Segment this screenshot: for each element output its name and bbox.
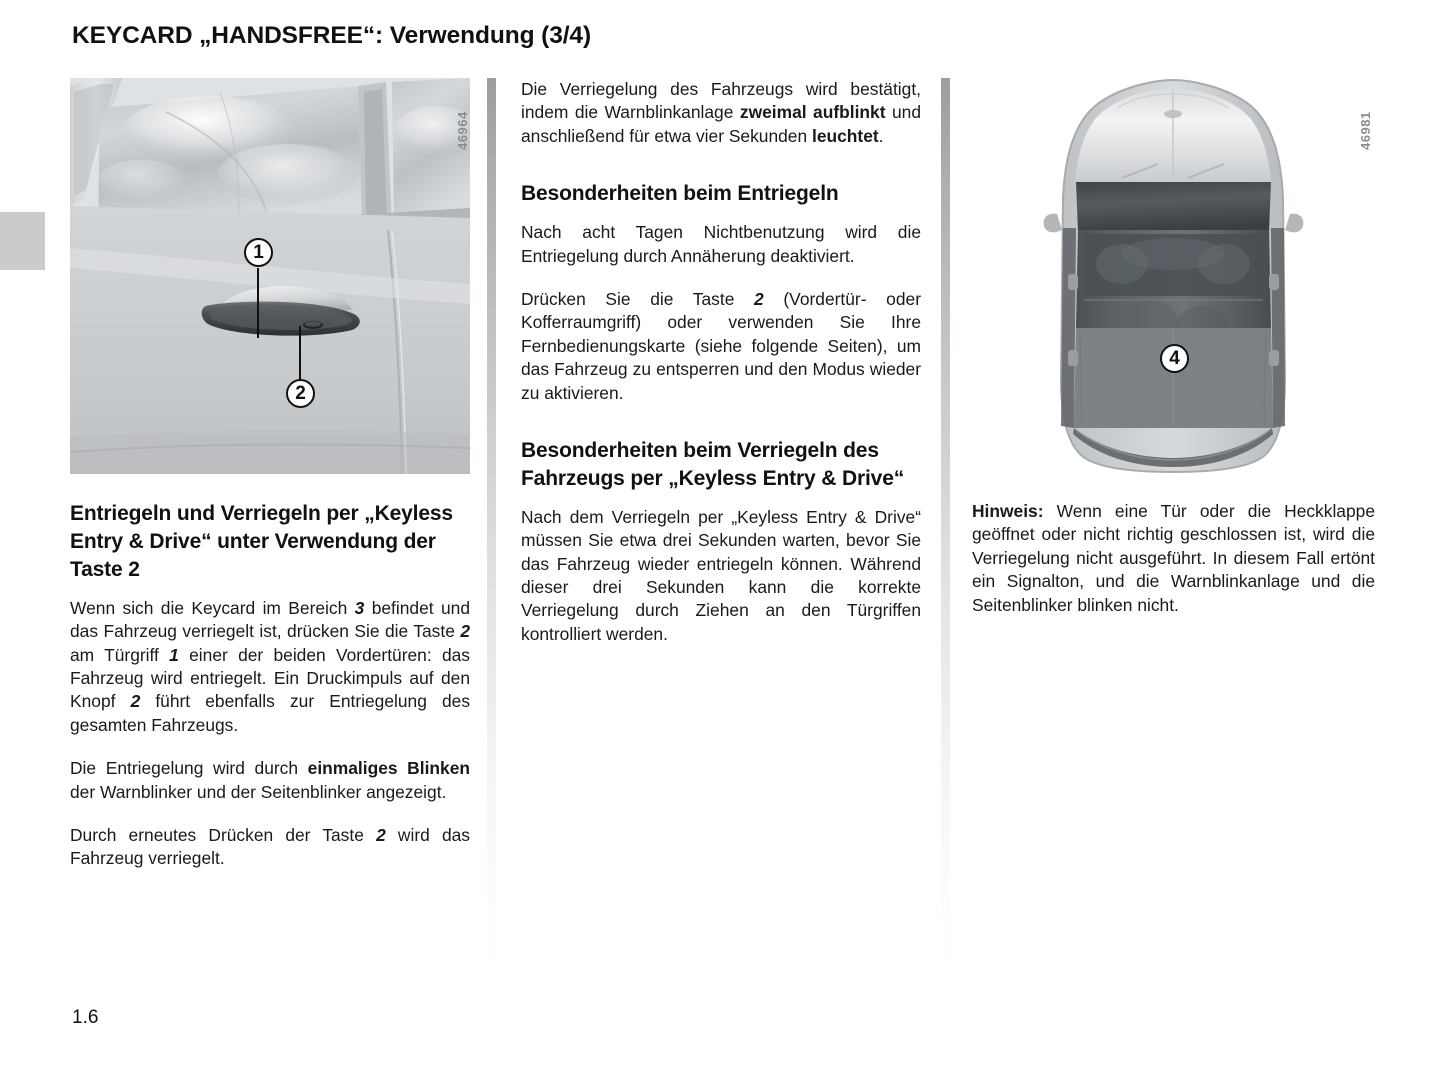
paragraph: Nach acht Tagen Nichtbenutzung wird die Entriegelung durch Annäherung deaktiviert. bbox=[521, 222, 921, 266]
chapter-tab-marker bbox=[0, 212, 45, 270]
callout-1 bbox=[244, 238, 273, 267]
heading-left-column: Entriegeln und Verriegeln per „Keyless Entry & Drive“ unter Verwendung der Taste 2 bbox=[70, 502, 453, 581]
page-number: 1.6 bbox=[72, 1007, 99, 1028]
figure-car-topview bbox=[972, 78, 1375, 474]
callout-2-label: 2 bbox=[295, 383, 306, 404]
column-divider-right bbox=[941, 78, 950, 978]
column-middle bbox=[521, 78, 921, 646]
paragraph: Wenn sich die Keycard im Bereich 3 befindet und das Fahrzeug verriegelt ist, drücken Sie die Taste 2 am Türgriff 1 einer der beiden Vordertüren: das Fahrzeug wird entriegelt. Ein Druckimpuls auf den Knopf 2 führt ebenfalls zur Entriegelung des gesamten Fahrzeugs. bbox=[70, 597, 471, 735]
left-column-body bbox=[70, 597, 470, 871]
figure-reference-door: 46964 bbox=[455, 111, 470, 150]
column-divider-left bbox=[487, 78, 496, 978]
column-left bbox=[70, 78, 470, 871]
leader-line-1 bbox=[257, 268, 259, 338]
paragraph: Durch erneutes Drücken der Taste 2 wird das Fahrzeug verriegelt. bbox=[70, 825, 470, 869]
heading-besonderheiten-verriegeln: Besonderheiten beim Verriegeln des Fahrzeugs per „Keyless Entry & Drive“ bbox=[521, 438, 905, 490]
paragraph: Nach dem Verriegeln per „Keyless Entry & Drive“ müssen Sie etwa drei Sekunden warten, bevor Sie das Fahrzeug wieder entriegeln können. Während dieser drei Sekunden kann die korrekte Verriegelung durch Ziehen an den Türgriffen kontrolliert werden. bbox=[521, 506, 921, 644]
paragraph-hinweis: Hinweis: Wenn eine Tür oder die Heckklappe geöffnet oder nicht richtig geschlossen ist, wird die Verriegelung nicht ausgeführt. In diesem Fall ertönt ein Signalton, und die Warnblinkanlage und die Seitenblinker blinken nicht. bbox=[972, 501, 1375, 615]
page-title: KEYCARD „HANDSFREE“: Verwendung (3/4) bbox=[72, 22, 592, 49]
paragraph: Drücken Sie die Taste 2 (Vordertür- oder Kofferraumgriff) oder verwenden Sie Ihre Fernbedienungskarte (siehe folgende Seiten), um das Fahrzeug zu entsperren und den Modus wieder zu aktivieren. bbox=[521, 288, 921, 403]
paragraph: Die Entriegelung wird durch einmaliges Blinken der Warnblinker und der Seitenblinker angezeigt. bbox=[70, 758, 470, 802]
column-right bbox=[972, 78, 1375, 617]
figure-door-handle-photo bbox=[70, 78, 470, 474]
paragraph-intro: Die Verriegelung des Fahrzeugs wird bestätigt, indem die Warnblinkanlage zweimal aufblinkt und anschließend für etwa vier Sekunden leuchtet. bbox=[521, 79, 921, 146]
figure-reference-car: 46981 bbox=[1358, 111, 1373, 150]
callout-2 bbox=[286, 379, 315, 408]
callout-1-label: 1 bbox=[253, 242, 264, 263]
callout-4-label: 4 bbox=[1169, 348, 1180, 369]
door-handle-illustration bbox=[70, 78, 470, 474]
callout-4 bbox=[1160, 344, 1189, 373]
heading-besonderheiten-entriegeln: Besonderheiten beim Entriegeln bbox=[521, 182, 839, 206]
car-topview-illustration bbox=[972, 78, 1375, 474]
